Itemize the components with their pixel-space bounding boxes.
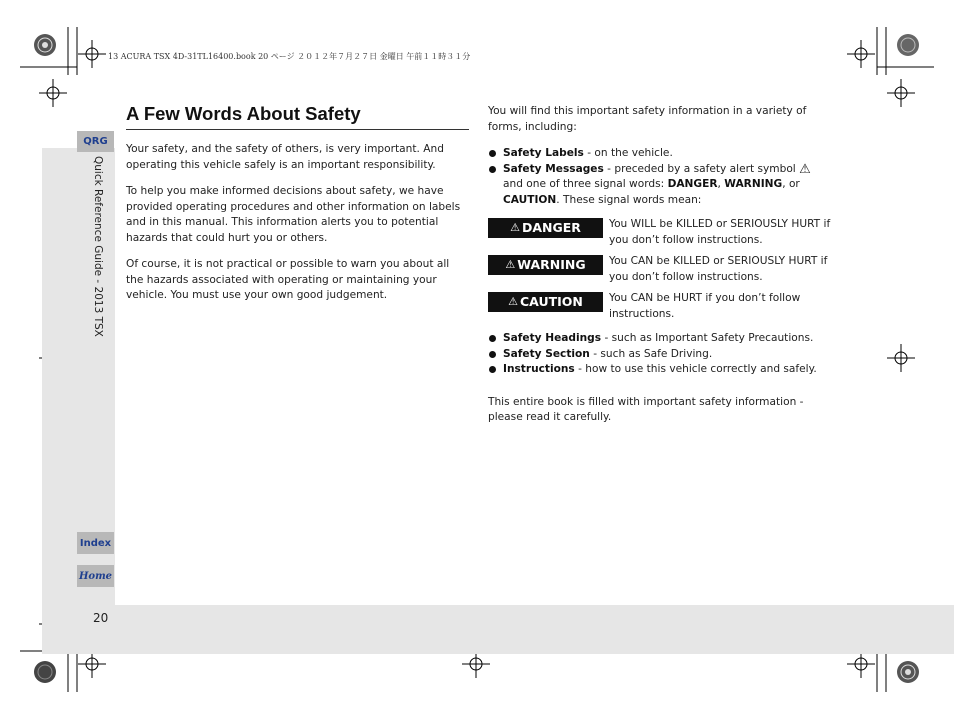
bullet-label: Safety Labels bbox=[503, 147, 584, 159]
tab-index[interactable]: Index bbox=[77, 532, 114, 554]
signal-word: CAUTION bbox=[503, 193, 557, 206]
intro-text: You will find this important safety information in a variety of forms, including: bbox=[488, 105, 807, 133]
bullet-text: - how to use this vehicle correctly and safely. bbox=[574, 363, 817, 375]
paragraph-3: Of course, it is not practical or possible to warn you about all the hazards associated with operating or maintaining your vehicle. You must use your own good judgement. bbox=[126, 258, 450, 301]
page-number: 20 bbox=[93, 611, 109, 625]
tab-qrg[interactable]: QRG bbox=[77, 131, 114, 152]
bullet-label: Instructions bbox=[503, 363, 575, 375]
footer-strip bbox=[42, 605, 954, 654]
bullet-text: . These signal words mean: bbox=[556, 193, 702, 206]
bullet-text: and one of three signal words: bbox=[503, 178, 668, 190]
separator: , or bbox=[782, 178, 800, 190]
home-icon: Home bbox=[78, 570, 113, 582]
bullet-text: - such as Safe Driving. bbox=[589, 347, 713, 360]
warning-badge bbox=[488, 255, 603, 275]
left-column bbox=[126, 103, 469, 304]
bullet-label: Safety Headings bbox=[503, 332, 602, 344]
list-item bbox=[488, 331, 833, 347]
page-title: A Few Words About Safety bbox=[126, 103, 469, 130]
safety-alert-triangle-icon: ⚠ bbox=[505, 258, 516, 272]
bullet-text: - on the vehicle. bbox=[583, 147, 673, 159]
list-item bbox=[488, 162, 833, 209]
bullet-text: - such as Important Safety Precautions. bbox=[601, 332, 814, 344]
bullet-text: - preceded by a safety alert symbol bbox=[603, 162, 800, 175]
signal-meaning: You CAN be KILLED or SERIOUSLY HURT if you don’t follow instructions. bbox=[609, 255, 828, 283]
badge-label: WARNING bbox=[517, 257, 586, 273]
badge-label: DANGER bbox=[521, 220, 581, 236]
section-vertical-title: Quick Reference Guide - 2013 TSX bbox=[92, 156, 104, 337]
bullet-label: Safety Messages bbox=[503, 162, 604, 175]
list-item bbox=[488, 347, 833, 363]
danger-badge bbox=[488, 218, 603, 238]
safety-alert-triangle-icon: ⚠ bbox=[510, 221, 520, 235]
closing-text: This entire book is filled with important safety information - please read it carefully. bbox=[488, 395, 804, 423]
list-item bbox=[488, 146, 833, 162]
tab-home[interactable] bbox=[77, 565, 114, 587]
print-header: 13 ACURA TSX 4D-31TL16400.book 20 ページ ２０１２年７月２７日 金曜日 午前１１時３１分 bbox=[108, 52, 471, 61]
signal-row-danger bbox=[488, 217, 833, 248]
signal-meaning: You WILL be KILLED or SERIOUSLY HURT if you don’t follow instructions. bbox=[609, 218, 831, 246]
signal-word: WARNING bbox=[724, 178, 783, 190]
caution-badge bbox=[488, 292, 603, 312]
signal-row-warning bbox=[488, 254, 833, 285]
safety-alert-triangle-icon: ⚠ bbox=[508, 295, 518, 309]
right-column bbox=[488, 104, 833, 426]
signal-row-caution bbox=[488, 291, 833, 322]
bullet-label: Safety Section bbox=[503, 347, 590, 360]
paragraph-1: Your safety, and the safety of others, is very important. And operating this vehicle safely is an important responsibility. bbox=[126, 143, 444, 171]
list-item bbox=[488, 362, 833, 378]
signal-word: DANGER bbox=[667, 178, 718, 190]
badge-label: CAUTION bbox=[519, 294, 583, 310]
paragraph-2: To help you make informed decisions about safety, we have provided operating procedures and other information on labels and in this manual. This information alerts you to potential hazards that could hurt you or others. bbox=[126, 185, 461, 244]
signal-meaning: You CAN be HURT if you don’t follow instructions. bbox=[609, 292, 801, 320]
separator: , bbox=[717, 178, 725, 190]
safety-alert-triangle-icon: ⚠ bbox=[799, 161, 811, 177]
